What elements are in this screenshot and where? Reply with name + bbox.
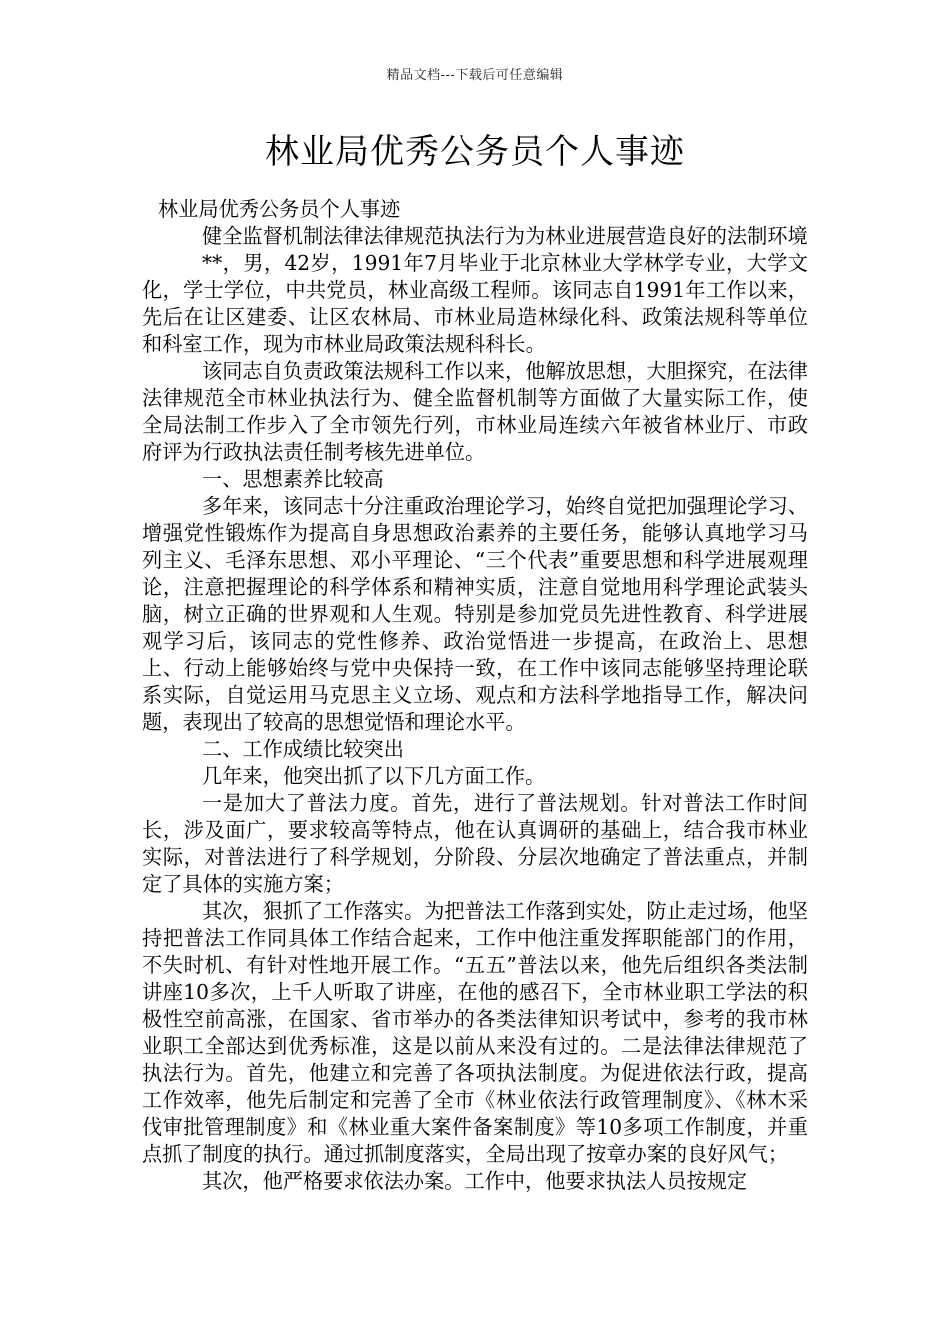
paragraph-headline: 健全监督机制法律法律规范执法行为为林业进展营造良好的法制环境 — [202, 224, 808, 248]
document-subtitle: 林业局优秀公务员个人事迹 — [158, 197, 401, 221]
paragraph-ideology: 多年来，该同志十分注重政治理论学习，始终自觉把加强理论学习、增强党性锻炼作为提高自身思想政治素养的主要任务，能够认真地学习马列主义、毛泽东思想、邓小平理论、“三个代表”重要思想和科学进展观理论，注意把握理论的科学体系和精神实质，注意自觉地用科学理论武装头脑，树立正确的世界观和人生观。特别是参加党员先进性教育、科学进展观学习后，该同志的党性修养、政治觉悟进一步提高，在政治上、思想上、行动上能够始终与党中央保持一致，在工作中该同志能够坚持理论联系实际，自觉运用马克思主义立场、观点和方法科学地指导工作，解决问题，表现出了较高的思想觉悟和理论水平。 — [142, 494, 808, 734]
paragraph-case-handling: 其次，他严格要求依法办案。工作中，他要求执法人员按规定 — [202, 1169, 748, 1193]
paragraph-profile: **，男，42岁，1991年7月毕业于北京林业大学林学专业，大学文化，学士学位，中共党员，林业高级工程师。该同志自1991年工作以来，先后在让区建委、让区农林局、市林业局造林绿化科、政策法规科等单位和科室工作，现为市林业局政策法规科科长。 — [142, 251, 808, 356]
paragraph-legal-education: 一是加大了普法力度。首先，进行了普法规划。针对普法工作时间长，涉及面广，要求较高等特点，他在认真调研的基础上，结合我市林业实际，对普法进行了科学规划，分阶段、分层次地确定了普法重点，并制定了具体的实施方案； — [142, 791, 808, 896]
page-header-note: 精品文档---下载后可任意编辑 — [386, 68, 564, 83]
section-heading-1: 一、思想素养比较高 — [202, 467, 384, 491]
document-title: 林业局优秀公务员个人事迹 — [265, 132, 685, 172]
paragraph-intro: 几年来，他突出抓了以下几方面工作。 — [202, 764, 546, 788]
document-body — [142, 196, 808, 1195]
paragraph-summary: 该同志自负责政策法规科工作以来，他解放思想，大胆探究，在法律法律规范全市林业执法行为、健全监督机制等方面做了大量实际工作，使全局法制工作步入了全市领先行列，市林业局连续六年被省林业厅、市政府评为行政执法责任制考核先进单位。 — [142, 359, 808, 464]
paragraph-implementation: 其次，狠抓了工作落实。为把普法工作落到实处，防止走过场，他坚持把普法工作同具体工作结合起来，工作中他注重发挥职能部门的作用，不失时机、有针对性地开展工作。“五五”普法以来，他先后组织各类法制讲座10多次，上千人听取了讲座，在他的感召下，全市林业职工学法的积极性空前高涨，在国家、省市举办的各类法律知识考试中，参考的我市林业职工全部达到优秀标准，这是以前从来没有过的。二是法律法律规范了执法行为。首先，他建立和完善了各项执法制度。为促进依法行政，提高工作效率，他先后制定和完善了全市《林业依法行政管理制度》、《林木采伐审批管理制度》和《林业重大案件备案制度》等10多项工作制度，并重点抓了制度的执行。通过抓制度落实，全局出现了按章办案的良好风气； — [142, 899, 808, 1166]
section-heading-2: 二、工作成绩比较突出 — [202, 737, 404, 761]
